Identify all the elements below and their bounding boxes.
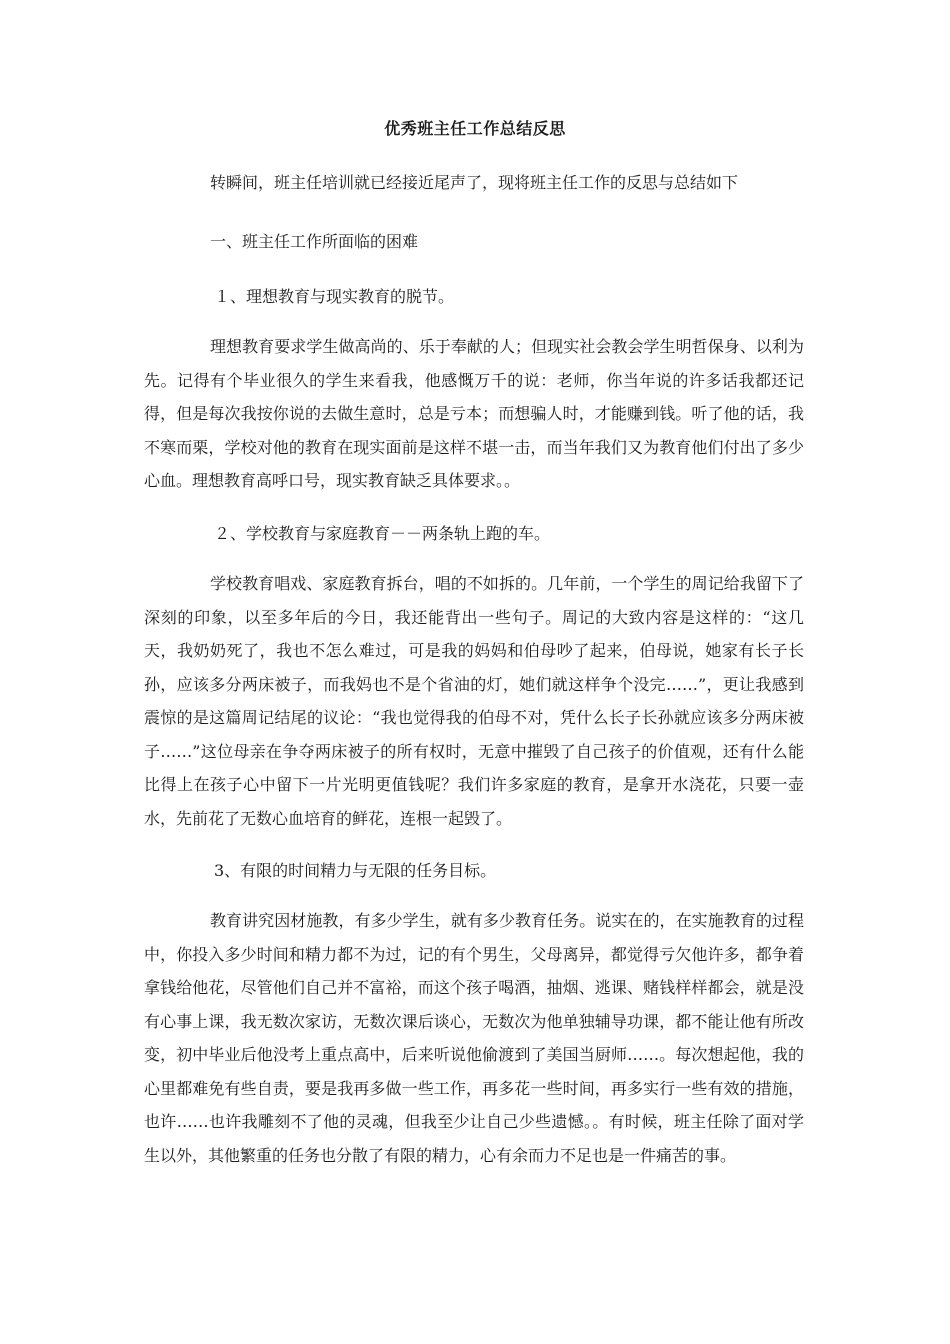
item-3-heading: 3、有限的时间精力与无限的任务目标。: [214, 861, 497, 880]
item-2-heading: ２、学校教育与家庭教育－－两条轨上跑的车。: [214, 524, 551, 543]
intro-paragraph: 转瞬间，班主任培训就已经接近尾声了，现将班主任工作的反思与总结如下: [210, 173, 739, 192]
item-1-heading: １、理想教育与现实教育的脱节。: [214, 287, 455, 306]
item-2-body: 学校教育唱戏、家庭教育拆台，唱的不如拆的。几年前，一个学生的周记给我留下了深刻的印象，以至多年后的今日，我还能背出一些句子。周记的大致内容是这样的：“这几天，我奶奶死了，我也不怎么难过，可是我的妈妈和伯母吵了起来，伯母说，她家有长子长孙，应该多分两床被子，而我妈也不是个省油的灯，她们就这样争个没完……”，更让我感到震惊的是这篇周记结尾的议论：“我也觉得我的伯母不对，凭什么长子长孙就应该多分两床被子……”这位母亲在争夺两床被子的所有权时，无意中摧毁了自己孩子的价值观，还有什么能比得上在孩子心中留下一片光明更值钱呢？我们许多家庭的教育，是拿开水浇花，只要一壶水，先前花了无数心血培育的鲜花，连根一起毁了。: [144, 574, 804, 828]
item-1-body: 理想教育要求学生做高尚的、乐于奉献的人；但现实社会教会学生明哲保身、以利为先。记得有个毕业很久的学生来看我，他感慨万千的说：老师，你当年说的许多话我都还记得，但是每次我按你说的去做生意时，总是亏本；而想骗人时，才能赚到钱。听了他的话，我不寒而栗，学校对他的教育在现实面前是这样不堪一击，而当年我们又为教育他们付出了多少心血。理想教育高呼口号，现实教育缺乏具体要求。。: [144, 337, 804, 490]
section-1-heading: 一、班主任工作所面临的困难: [210, 232, 419, 251]
document-title: 优秀班主任工作总结反思: [384, 119, 566, 138]
item-3-body: 教育讲究因材施教，有多少学生，就有多少教育任务。说实在的，在实施教育的过程中，你投入多少时间和精力都不为过，记的有个男生，父母离异，都觉得亏欠他许多，都争着拿钱给他花，尽管他们自己并不富裕，而这个孩子喝酒，抽烟、逃课、赌钱样样都会，就是没有心事上课，我无数次家访，无数次课后谈心，无数次为他单独辅导功课，都不能让他有所改变，初中毕业后他没考上重点高中，后来听说他偷渡到了美国当厨师……。每次想起他，我的心里都难免有些自责，要是我再多做一些工作，再多花一些时间，再多实行一些有效的措施，也许……也许我雕刻不了他的灵魂，但我至少让自己少些遗憾。。有时候，班主任除了面对学生以外，其他繁重的任务也分散了有限的精力，心有余而力不足也是一件痛苦的事。: [144, 911, 804, 1165]
